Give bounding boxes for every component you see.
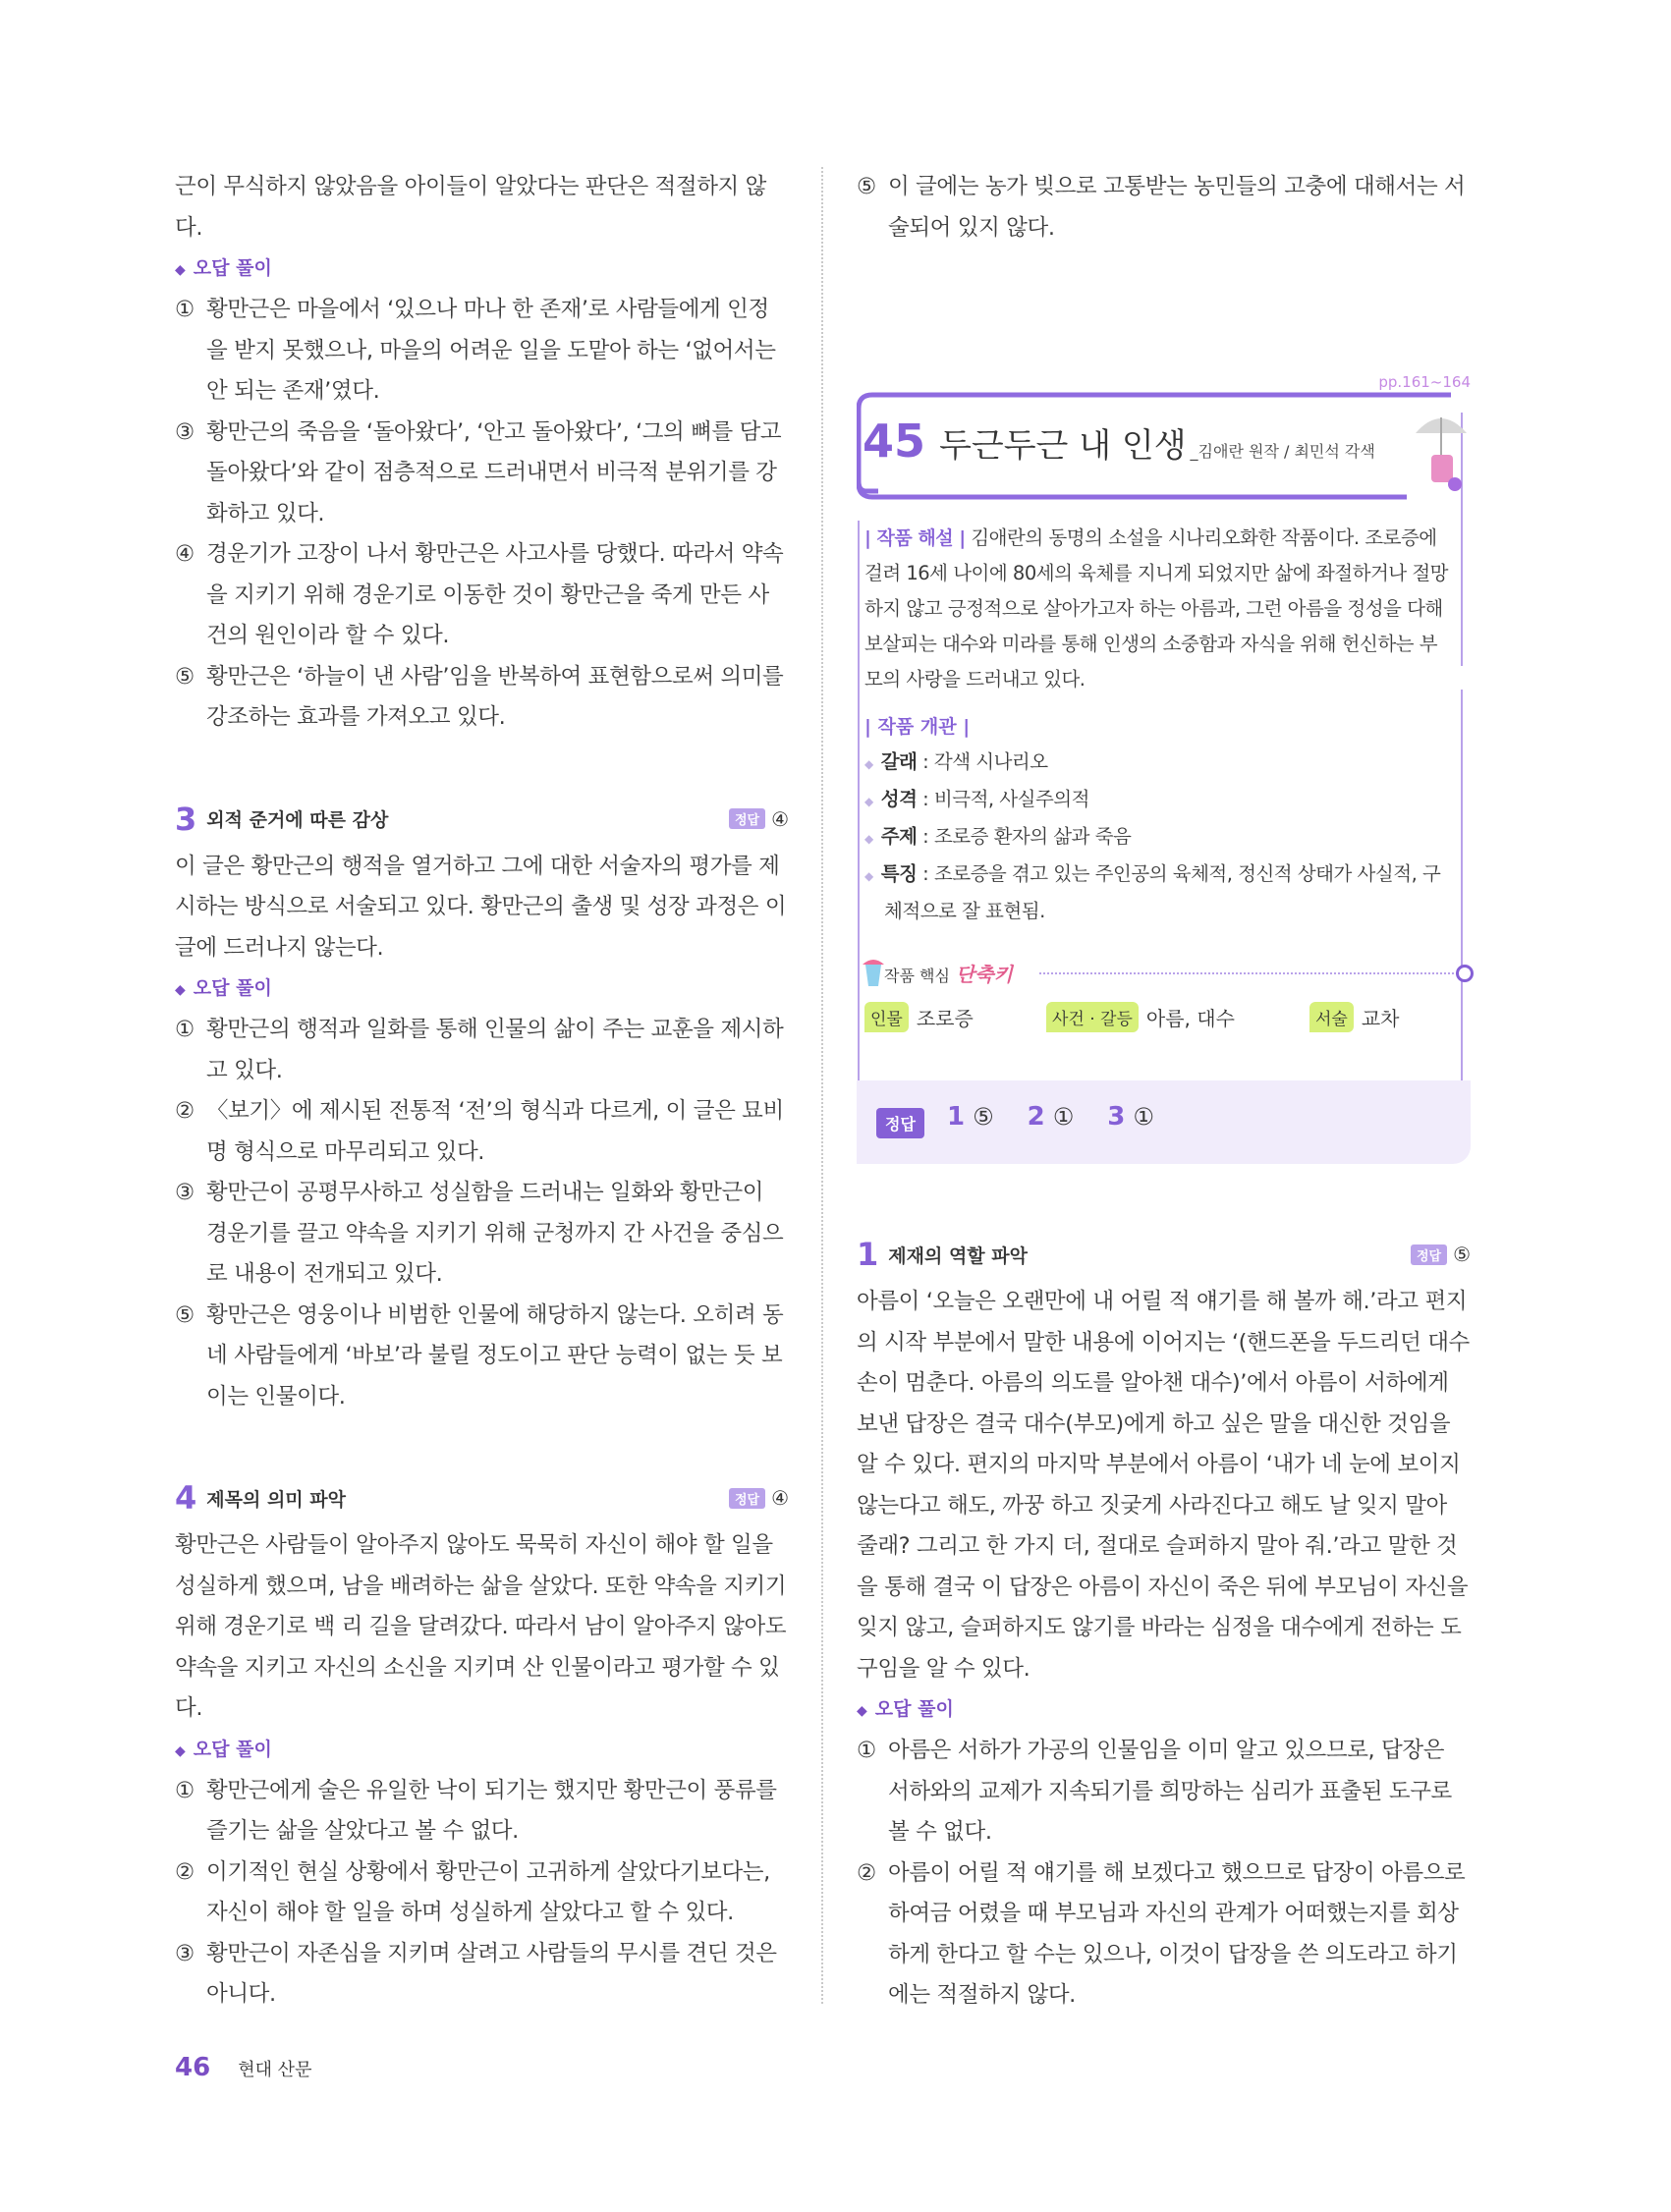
diamond-icon: ◆ [175,982,186,998]
list-item: ⑤ 이 글에는 농가 빚으로 고통받는 농민들의 고충에 대해서는 서술되어 있지 않다. [857,174,1466,241]
wrong-answer-heading: ◆ 오답 풀이 [175,1738,272,1760]
question-1-body: 아름이 ‘오늘은 오랜만에 내 어릴 적 얘기를 해 볼까 해.’라고 편지의 시작 부분에서 말한 내용에 이어지는 ‘(핸드폰을 두드리던 대수 손이 멈춘다. 아름의 의도를 알아챈 대수)’에서 아름이 서하에게 보낸 답장은 결국 대수(부모)에게 하고 싶은 말을 대신한 것임을 알 수 있다. 편지의 마지막 부분에서 아름이 ‘내가 네 눈에 보이지 않는다고 해도, 까꿍 하고 짓궂게 사라진다고 해도 날 잊지 말아 줄래? 그리고 한 가지 더, 절대로 슬퍼하지 말아 줘.’라고 말한 것을 통해 결국 이 답장은 아름이 자신이 죽은 뒤에 부모님이 자신을 잊지 않고, 슬퍼하지도 않기를 바라는 심정을 대수에게 전하는 도구임을 알 수 있다. [857,1289,1470,1682]
keyword-chip: 인물 조로증 [864,1002,1046,1032]
diamond-icon: ◆ [175,1742,186,1759]
bullet-icon: ◆ [864,757,873,771]
intro-text: 근이 무식하지 않았음을 아이들이 알았다는 판단은 적절하지 않다. [175,174,766,241]
answer-item: 1 ⑤ [947,1102,994,1132]
list-item: ◆ 갈래 : 각색 시나리오 [864,750,1048,773]
keyword-chips [864,1002,1454,1032]
answer-badge: 정답 [729,808,765,829]
diamond-icon: ◆ [857,1703,867,1719]
list-item: ◆ 성격 : 비극적, 사실주의적 [864,788,1089,810]
diamond-icon: ◆ [175,262,186,278]
question-4-header [175,1476,789,1520]
answer-value: ⑤ [1453,1243,1471,1266]
answer-list [947,1102,1154,1132]
question-number: 4 [175,1479,197,1517]
question-number: 1 [857,1236,879,1273]
page-footer [175,2053,311,2082]
list-item: ① 황만근에게 술은 유일한 낙이 되기는 했지만 황만근이 풍류를 즐기는 삶을 살았다고 볼 수 없다. [175,1777,777,1844]
wrong-answer-heading: ◆ 오답 풀이 [857,1698,954,1720]
answer-value: ④ [771,806,789,831]
question-4-wrong-list [175,1771,789,2016]
explanation-label: | 작품 해설 | [864,527,966,549]
drink-icon [863,957,884,988]
list-item: ③ 황만근의 죽음을 ‘돌아왔다’, ‘안고 돌아왔다’, ‘그의 뼈를 담고 돌아왔다’와 같이 점층적으로 드러내면서 비극적 분위기를 강화하고 있다. [175,418,782,526]
work-title-text: 두근두근 내 인생 [939,426,1187,466]
work-number: 45 [863,415,926,468]
circle-marker-icon [1456,965,1474,982]
bullet-icon: ◆ [864,869,873,883]
answer-summary-label: 정답 [876,1108,924,1138]
section-name: 현대 산문 [238,2060,312,2080]
work-card [857,373,1471,1164]
spacer [175,1417,789,1476]
work-author: _김애란 원작 / 최민석 각색 [1190,442,1375,461]
right-column-top [857,167,1471,249]
overview-list [864,745,1454,929]
wrong-answer-heading: ◆ 오답 풀이 [175,257,272,279]
answer-value: ④ [771,1486,789,1510]
list-item: ② 아름이 어릴 적 얘기를 해 보겠다고 했으므로 답장이 아름으로 하여금 어렸을 때 부모님과 자신의 관계가 어떠했는지를 회상하게 한다고 할 수는 있으나, 이것이 답장을 쓴 의도라고 하기에는 적절하지 않다. [857,1859,1466,2008]
keyword-chip: 사건 · 갈등 아름, 대수 [1046,1002,1309,1032]
question-3-header [175,798,789,841]
work-explanation: | 작품 해설 | 김애란의 동명의 소설을 시나리오화한 작품이다. 조로증에 걸려 16세 나이에 80세의 육체를 지니게 되었지만 삶에 좌절하거나 절망하지 않고 긍정적으로 살아가고자 하는 아름과, 그런 아름을 정성을 다해 보살피는 대수와 미라를 통해 인생의 소중함과 자식을 위해 헌신하는 부모의 사랑을 드러내고 있다. [864,526,1449,691]
answer-badge: 정답 [1411,1244,1447,1265]
answer-item: 3 ① [1107,1102,1154,1132]
question-3-body: 이 글은 황만근의 행적을 열거하고 그에 대한 서술자의 평가를 제시하는 방식으로 서술되고 있다. 황만근의 출생 및 성장 과정은 이 글에 드러나지 않는다. [175,853,787,961]
bullet-icon: ◆ [864,795,873,808]
column-divider [821,167,823,2004]
overview-label: | 작품 개관 | [864,716,971,738]
card-body [864,521,1454,929]
right-column-bottom [857,1233,1471,2017]
wrong-answer-heading: ◆ 오답 풀이 [175,977,272,999]
bullet-icon: ◆ [864,832,873,846]
list-item: ⑤ 황만근은 영웅이나 비범한 인물에 해당하지 않는다. 오히려 동네 사람들에게 ‘바보’라 불릴 정도이고 판단 능력이 없는 듯 보이는 인물이다. [175,1301,784,1410]
answer-item: 2 ① [1027,1102,1075,1132]
dotted-line [1039,972,1458,974]
question-4-body: 황만근은 사람들이 알아주지 않아도 묵묵히 자신이 해야 할 일을 성실하게 했으며, 남을 배려하는 삶을 살았다. 또한 약속을 지키기 위해 경운기로 백 리 길을 달려갔다. 따라서 남이 알아주지 않아도 약속을 지키고 자신의 소신을 지키며 산 인물이라고 평가할 수 있다. [175,1532,787,1721]
work-title [863,415,1375,468]
question-1-wrong-list [857,1731,1471,2017]
question-title: 제목의 의미 파악 [206,1488,346,1511]
keyword-chip: 서술 교차 [1309,1002,1400,1032]
spacer [175,739,789,798]
list-item: ② 이기적인 현실 상황에서 황만근이 고귀하게 살았다기보다는, 자신이 해야 할 일을 하며 성실하게 살았다고 할 수 있다. [175,1858,770,1925]
left-column [175,167,789,2016]
list-item: ① 황만근의 행적과 일화를 통해 인물의 삶이 주는 교훈을 제시하고 있다. [175,1017,784,1083]
list-item: ① 황만근은 마을에서 ‘있으나 마나 한 존재’로 사람들에게 인정을 받지 못했으나, 마을의 어려운 일을 도맡아 하는 ‘없어서는 안 되는 존재’였다. [175,297,776,404]
list-item: ② 〈보기〉에 제시된 전통적 ‘전’의 형식과 다르게, 이 글은 묘비명 형식으로 마무리되고 있다. [175,1098,784,1165]
list-item: ③ 황만근이 공평무사하고 성실함을 드러내는 일화와 황만근이 경운기를 끌고 약속을 지키기 위해 군청까지 간 사건을 중심으로 내용이 전개되고 있다. [175,1180,784,1287]
list-item: ③ 황만근이 자존심을 지키며 살려고 사람들의 무시를 견딘 것은 아니다. [175,1940,777,2007]
page-range: pp.161~164 [1378,373,1471,391]
wrong-answer-list [175,290,789,739]
parasol-icon [1412,408,1471,496]
answer-badge: 정답 [729,1488,765,1509]
page-number: 46 [175,2053,211,2082]
core-keyword-row [863,953,1472,992]
question-title: 외적 준거에 따른 감상 [206,809,389,831]
question-number: 3 [175,800,197,838]
list-item: ⑤ 황만근은 ‘하늘이 낸 사람’임을 반복하여 표현함으로써 의미를 강조하는 효과를 가져오고 있다. [175,663,784,730]
answer-summary [857,1080,1471,1164]
question-3-wrong-list [175,1010,789,1417]
question-1-header [857,1233,1471,1276]
list-item: ◆ 주제 : 조로증 환자의 삶과 죽음 [864,825,1132,848]
core-label: 작품 핵심 단축키 [884,962,1013,986]
list-item: ◆ 특징 : 조로증을 겪고 있는 주인공의 육체적, 정신적 상태가 사실적, 구체적으로 잘 표현됨. [864,862,1441,922]
list-item: ④ 경운기가 고장이 나서 황만근은 사고사를 당했다. 따라서 약속을 지키기 위해 경운기로 이동한 것이 황만근을 죽게 만든 사건의 원인이라 할 수 있다. [175,541,784,648]
question-title: 제재의 역할 파악 [888,1244,1028,1267]
list-item: ① 아름은 서하가 가공의 인물임을 이미 알고 있으므로, 답장은 서하와의 교제가 지속되기를 희망하는 심리가 표출된 도구로 볼 수 없다. [857,1738,1452,1845]
